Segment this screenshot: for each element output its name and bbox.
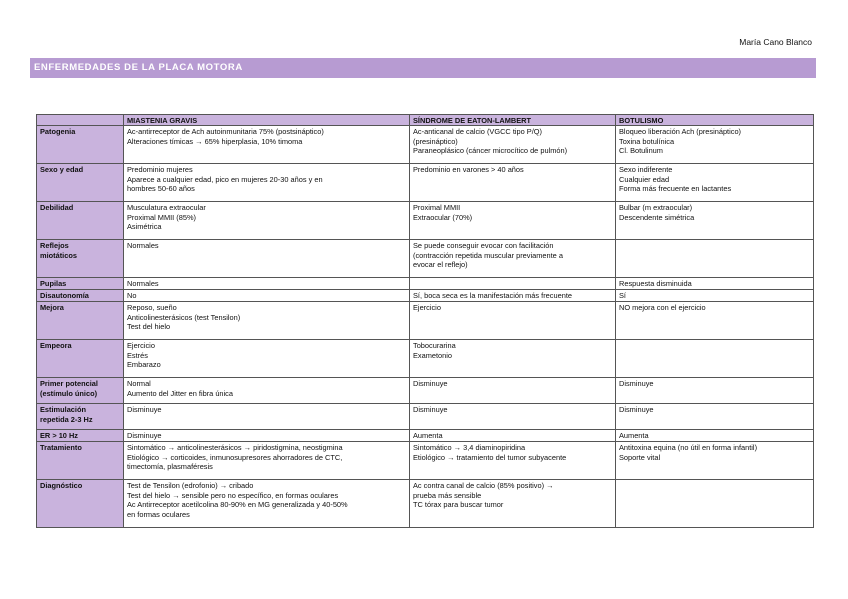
cell-text-line: Aumenta — [619, 431, 649, 441]
cell-botulismo — [616, 302, 814, 340]
cell-text-line: Ac-anticanal de calcio (VGCC tipo P/Q) — [413, 127, 542, 137]
cell-text-line: Sexo y edad — [40, 165, 84, 175]
cell-miastenia — [124, 290, 410, 302]
cell-botulismo — [616, 126, 814, 164]
cell-eaton-lambert — [410, 480, 616, 528]
cell-text-line: No — [127, 291, 137, 301]
cell-miastenia — [124, 164, 410, 202]
header-cell-empty — [37, 115, 124, 126]
row-label-cell — [37, 290, 124, 302]
cell-text-line: Antitoxina equina (no útil en forma infantil) — [619, 443, 758, 453]
cell-miastenia — [124, 126, 410, 164]
cell-eaton-lambert — [410, 164, 616, 202]
comparison-table — [36, 114, 814, 528]
cell-botulismo — [616, 480, 814, 528]
cell-text-line: Cualquier edad — [619, 174, 670, 184]
row-label-cell — [37, 480, 124, 528]
cell-text-line: Disautonomía — [40, 291, 89, 301]
cell-miastenia — [124, 278, 410, 290]
cell-miastenia — [124, 302, 410, 340]
cell-text-line: Normales — [127, 241, 159, 251]
cell-botulismo — [616, 164, 814, 202]
header-cell-botulismo: BOTULISMO — [616, 115, 814, 126]
cell-text-line: Etiológico → tratamiento del tumor subyacente — [413, 452, 567, 462]
document-title-banner: ENFERMEDADES DE LA PLACA MOTORA — [30, 58, 816, 78]
cell-text-line: Disminuye — [413, 405, 448, 415]
table-row — [37, 442, 814, 480]
cell-text-line: Cl. Botulinum — [619, 146, 663, 156]
row-label-cell — [37, 126, 124, 164]
row-label-cell — [37, 404, 124, 430]
cell-botulismo — [616, 290, 814, 302]
cell-botulismo — [616, 430, 814, 442]
row-label-cell — [37, 202, 124, 240]
cell-text-line: Sí — [619, 291, 626, 301]
cell-text-line: Bloqueo liberación Ach (presináptico) — [619, 127, 742, 137]
cell-eaton-lambert — [410, 290, 616, 302]
row-label-cell — [37, 340, 124, 378]
cell-eaton-lambert — [410, 302, 616, 340]
row-label-cell — [37, 240, 124, 278]
cell-text-line: Respuesta disminuida — [619, 279, 692, 289]
cell-text-line: Ac contra canal de calcio (85% positivo) → — [413, 481, 554, 491]
table-row — [37, 430, 814, 442]
header-cell-miastenia: MIASTENIA GRAVIS — [124, 115, 410, 126]
header-cell-eaton-lambert: SÍNDROME DE EATON-LAMBERT — [410, 115, 616, 126]
cell-botulismo — [616, 378, 814, 404]
cell-eaton-lambert — [410, 126, 616, 164]
cell-text-line: Etiológico → corticoides, inmunosupresores ahorradores de CTC, — [127, 452, 343, 462]
cell-eaton-lambert — [410, 202, 616, 240]
cell-miastenia — [124, 340, 410, 378]
cell-text-line: Ejercicio — [413, 303, 441, 313]
cell-miastenia — [124, 430, 410, 442]
cell-miastenia — [124, 378, 410, 404]
cell-text-line: Diagnóstico — [40, 481, 83, 491]
cell-text-line: Aumento del Jitter en fibra única — [127, 388, 233, 398]
cell-text-line: evocar el reflejo) — [413, 260, 468, 270]
cell-text-line: Sí, boca seca es la manifestación más frecuente — [413, 291, 572, 301]
author-name: María Cano Blanco — [739, 37, 812, 47]
table-row — [37, 302, 814, 340]
cell-text-line: Paraneoplásico (cáncer microcítico de pulmón) — [413, 146, 568, 156]
cell-text-line: Reflejos — [40, 241, 69, 251]
cell-text-line: NO mejora con el ejercicio — [619, 303, 706, 313]
cell-text-line: Disminuye — [127, 431, 162, 441]
cell-text-line: Forma más frecuente en lactantes — [619, 184, 732, 194]
cell-text-line: Debilidad — [40, 203, 74, 213]
cell-text-line: ER > 10 Hz — [40, 431, 78, 441]
cell-botulismo — [616, 340, 814, 378]
cell-text-line: repetida 2-3 Hz — [40, 414, 93, 424]
row-label-cell — [37, 378, 124, 404]
cell-text-line: Alteraciones tímicas → 65% hiperplasia, 10% timoma — [127, 136, 303, 146]
cell-text-line: timectomía, plasmaféresis — [127, 462, 213, 472]
cell-text-line: Toxina botulínica — [619, 136, 675, 146]
cell-text-line: Extraocular (70%) — [413, 212, 473, 222]
cell-eaton-lambert — [410, 278, 616, 290]
table-row — [37, 240, 814, 278]
cell-botulismo — [616, 442, 814, 480]
cell-eaton-lambert — [410, 442, 616, 480]
cell-eaton-lambert — [410, 430, 616, 442]
cell-text-line: Test de Tensilon (edrofonio) → cribado — [127, 481, 254, 491]
row-label-cell — [37, 430, 124, 442]
cell-text-line: Patogenia — [40, 127, 76, 137]
table-row — [37, 290, 814, 302]
cell-text-line: (estímulo único) — [40, 388, 98, 398]
cell-text-line: Aparece a cualquier edad, pico en mujeres 20-30 años y en — [127, 174, 323, 184]
cell-text-line: prueba más sensible — [413, 490, 482, 500]
cell-text-line: Embarazo — [127, 360, 161, 370]
cell-text-line: Sexo indiferente — [619, 165, 673, 175]
cell-botulismo — [616, 240, 814, 278]
cell-miastenia — [124, 202, 410, 240]
cell-text-line: en formas oculares — [127, 509, 190, 519]
cell-text-line: Soporte vital — [619, 452, 661, 462]
cell-text-line: Anticolinesterásicos (test Tensilon) — [127, 312, 241, 322]
row-label-cell — [37, 302, 124, 340]
cell-text-line: Aumenta — [413, 431, 443, 441]
cell-text-line: Pupilas — [40, 279, 67, 289]
cell-text-line: Descendente simétrica — [619, 212, 695, 222]
cell-text-line: Test del hielo → sensible pero no específico, en formas oculares — [127, 490, 339, 500]
table-row — [37, 480, 814, 528]
cell-text-line: Test del hielo — [127, 322, 171, 332]
cell-text-line: Disminuye — [619, 405, 654, 415]
table-row — [37, 126, 814, 164]
cell-text-line: Primer potencial — [40, 379, 98, 389]
table-row — [37, 164, 814, 202]
cell-text-line: Disminuye — [127, 405, 162, 415]
cell-text-line: Asimétrica — [127, 222, 162, 232]
cell-text-line: Normal — [127, 379, 151, 389]
cell-text-line: Predominio en varones > 40 años — [413, 165, 524, 175]
table-row — [37, 404, 814, 430]
row-label-cell — [37, 442, 124, 480]
cell-miastenia — [124, 480, 410, 528]
cell-text-line: Sintomático → 3,4 diaminopiridina — [413, 443, 526, 453]
cell-text-line: Musculatura extraocular — [127, 203, 206, 213]
cell-eaton-lambert — [410, 378, 616, 404]
cell-text-line: (presináptico) — [413, 136, 458, 146]
cell-text-line: Disminuye — [413, 379, 448, 389]
cell-text-line: (contracción repetida muscular previamente a — [413, 250, 563, 260]
cell-botulismo — [616, 404, 814, 430]
cell-text-line: Predominio mujeres — [127, 165, 193, 175]
row-label-cell — [37, 164, 124, 202]
cell-text-line: Exametonio — [413, 350, 453, 360]
cell-miastenia — [124, 404, 410, 430]
table-row — [37, 378, 814, 404]
table-header-row — [37, 115, 814, 126]
cell-text-line: Proximal MMII — [413, 203, 461, 213]
table-row — [37, 340, 814, 378]
cell-text-line: Tratamiento — [40, 443, 82, 453]
cell-botulismo — [616, 278, 814, 290]
cell-text-line: Ac Antirreceptor acetilcolina 80-90% en MG generalizada y 40-50% — [127, 500, 348, 510]
cell-text-line: Estimulación — [40, 405, 86, 415]
table-row — [37, 278, 814, 290]
cell-eaton-lambert — [410, 240, 616, 278]
cell-text-line: Mejora — [40, 303, 64, 313]
cell-text-line: hombres 50-60 años — [127, 184, 195, 194]
cell-text-line: Normales — [127, 279, 159, 289]
cell-text-line: miotáticos — [40, 250, 77, 260]
cell-text-line: Reposo, sueño — [127, 303, 177, 313]
row-label-cell — [37, 278, 124, 290]
table-body — [37, 126, 814, 528]
cell-text-line: TC tórax para buscar tumor — [413, 500, 504, 510]
cell-text-line: Disminuye — [619, 379, 654, 389]
cell-text-line: Tobocurarina — [413, 341, 456, 351]
cell-miastenia — [124, 442, 410, 480]
cell-text-line: Bulbar (m extraocular) — [619, 203, 693, 213]
table-row — [37, 202, 814, 240]
cell-text-line: Ac-antirreceptor de Ach autoinmunitaria 75% (postsináptico) — [127, 127, 324, 137]
cell-eaton-lambert — [410, 404, 616, 430]
cell-text-line: Sintomático → anticolinesterásicos → piridostigmina, neostigmina — [127, 443, 343, 453]
cell-text-line: Se puede conseguir evocar con facilitación — [413, 241, 554, 251]
cell-text-line: Ejercicio — [127, 341, 155, 351]
cell-text-line: Proximal MMII (85%) — [127, 212, 196, 222]
cell-botulismo — [616, 202, 814, 240]
cell-text-line: Empeora — [40, 341, 72, 351]
cell-eaton-lambert — [410, 340, 616, 378]
cell-miastenia — [124, 240, 410, 278]
cell-text-line: Estrés — [127, 350, 148, 360]
